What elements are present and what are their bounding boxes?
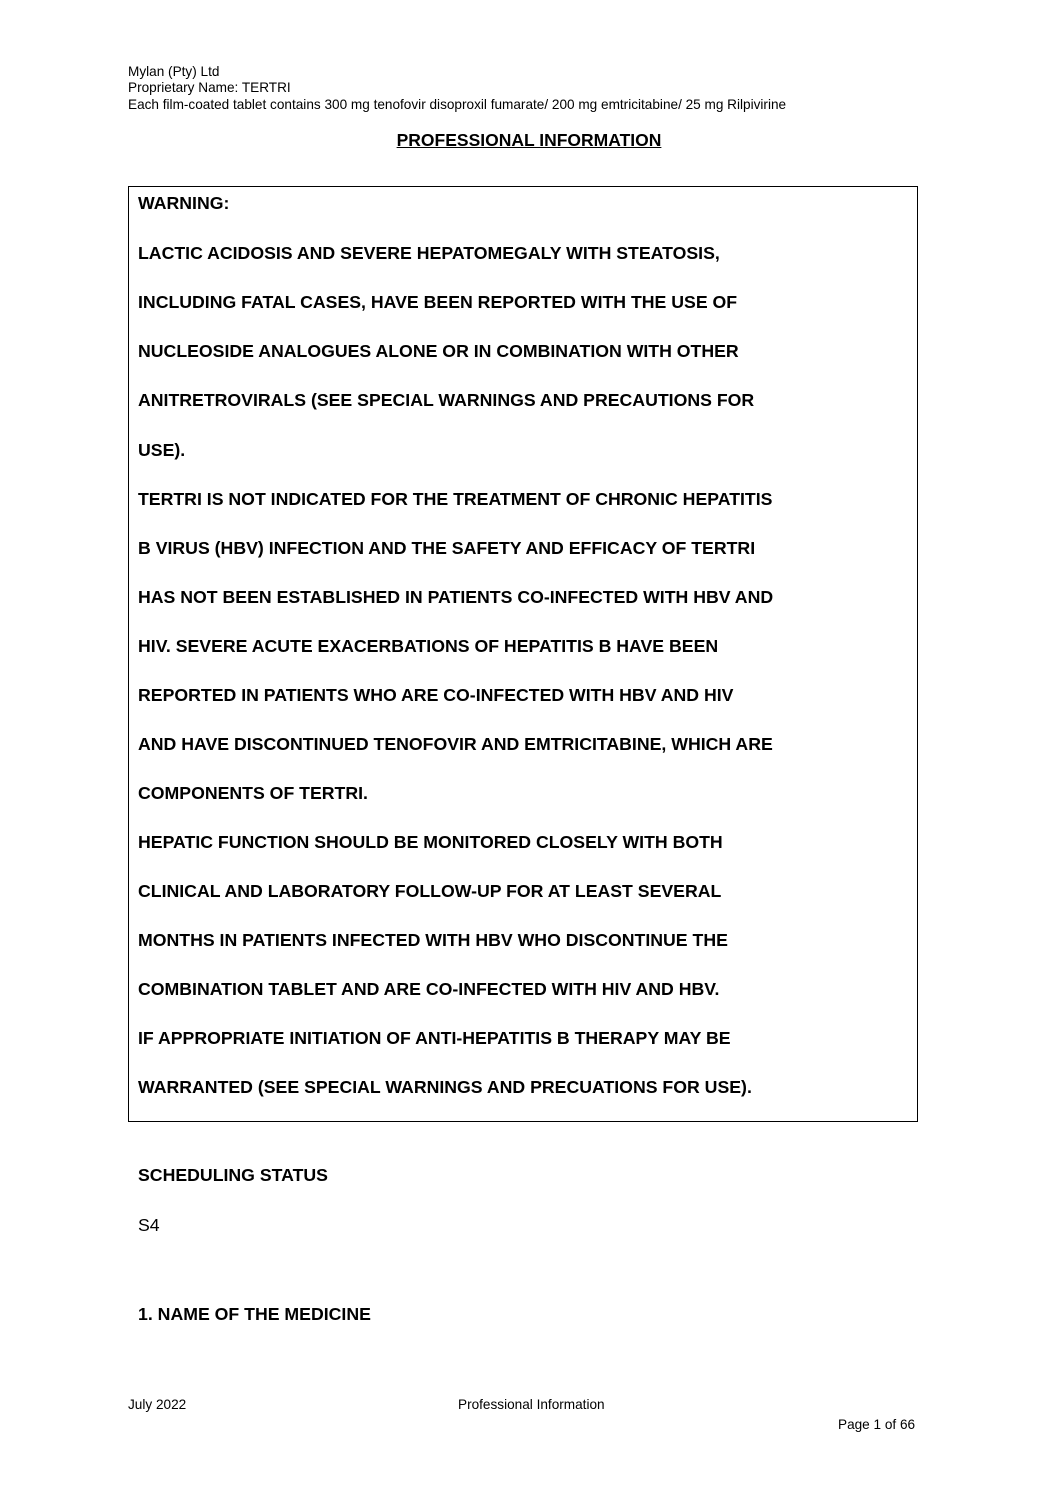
warning-line: NUCLEOSIDE ANALOGUES ALONE OR IN COMBINATION WITH OTHER: [138, 341, 739, 361]
warning-line: CLINICAL AND LABORATORY FOLLOW-UP FOR AT LEAST SEVERAL: [138, 881, 722, 901]
section-1-heading: 1. NAME OF THE MEDICINE: [138, 1304, 371, 1324]
warning-line: ANITRETROVIRALS (SEE SPECIAL WARNINGS AND PRECAUTIONS FOR: [138, 390, 755, 410]
warning-line: COMPONENTS OF TERTRI.: [138, 783, 368, 803]
scheduling-status-value: S4: [138, 1215, 160, 1235]
warning-line: HIV. SEVERE ACUTE EXACERBATIONS OF HEPATITIS B HAVE BEEN: [138, 636, 719, 656]
company-name: Mylan (Pty) Ltd: [128, 64, 220, 79]
warning-line: WARRANTED (SEE SPECIAL WARNINGS AND PRECUATIONS FOR USE).: [138, 1077, 752, 1097]
warning-line: HEPATIC FUNCTION SHOULD BE MONITORED CLOSELY WITH BOTH: [138, 832, 723, 852]
boxed-warning: [128, 186, 918, 1122]
warning-line: COMBINATION TABLET AND ARE CO-INFECTED WITH HIV AND HBV.: [138, 979, 720, 999]
warning-line: B VIRUS (HBV) INFECTION AND THE SAFETY AND EFFICACY OF TERTRI: [138, 538, 756, 558]
warning-line: AND HAVE DISCONTINUED TENOFOVIR AND EMTRICITABINE, WHICH ARE: [138, 734, 773, 754]
warning-line: MONTHS IN PATIENTS INFECTED WITH HBV WHO DISCONTINUE THE: [138, 930, 728, 950]
footer-center: Professional Information: [458, 1397, 605, 1412]
page-number: Page 1 of 66: [838, 1417, 916, 1432]
warning-line: IF APPROPRIATE INITIATION OF ANTI-HEPATITIS B THERAPY MAY BE: [138, 1028, 731, 1048]
footer-date: July 2022: [128, 1397, 187, 1412]
document-title: PROFESSIONAL INFORMATION: [396, 130, 662, 150]
warning-line: TERTRI IS NOT INDICATED FOR THE TREATMENT OF CHRONIC HEPATITIS: [138, 489, 773, 509]
scheduling-status-heading: SCHEDULING STATUS: [138, 1165, 328, 1185]
warning-line: INCLUDING FATAL CASES, HAVE BEEN REPORTED WITH THE USE OF: [138, 292, 738, 312]
warning-line: WARNING:: [138, 193, 230, 213]
warning-line: HAS NOT BEEN ESTABLISHED IN PATIENTS CO-INFECTED WITH HBV AND: [138, 587, 774, 607]
proprietary-name: Proprietary Name: TERTRI: [128, 80, 291, 95]
warning-line: REPORTED IN PATIENTS WHO ARE CO-INFECTED WITH HBV AND HIV: [138, 685, 734, 705]
warning-line: USE).: [138, 440, 186, 460]
composition-line: Each film-coated tablet contains 300 mg tenofovir disoproxil fumarate/ 200 mg emtricitabine/ 25 mg Rilpivirine: [128, 97, 787, 112]
warning-line: LACTIC ACIDOSIS AND SEVERE HEPATOMEGALY WITH STEATOSIS,: [138, 243, 720, 263]
